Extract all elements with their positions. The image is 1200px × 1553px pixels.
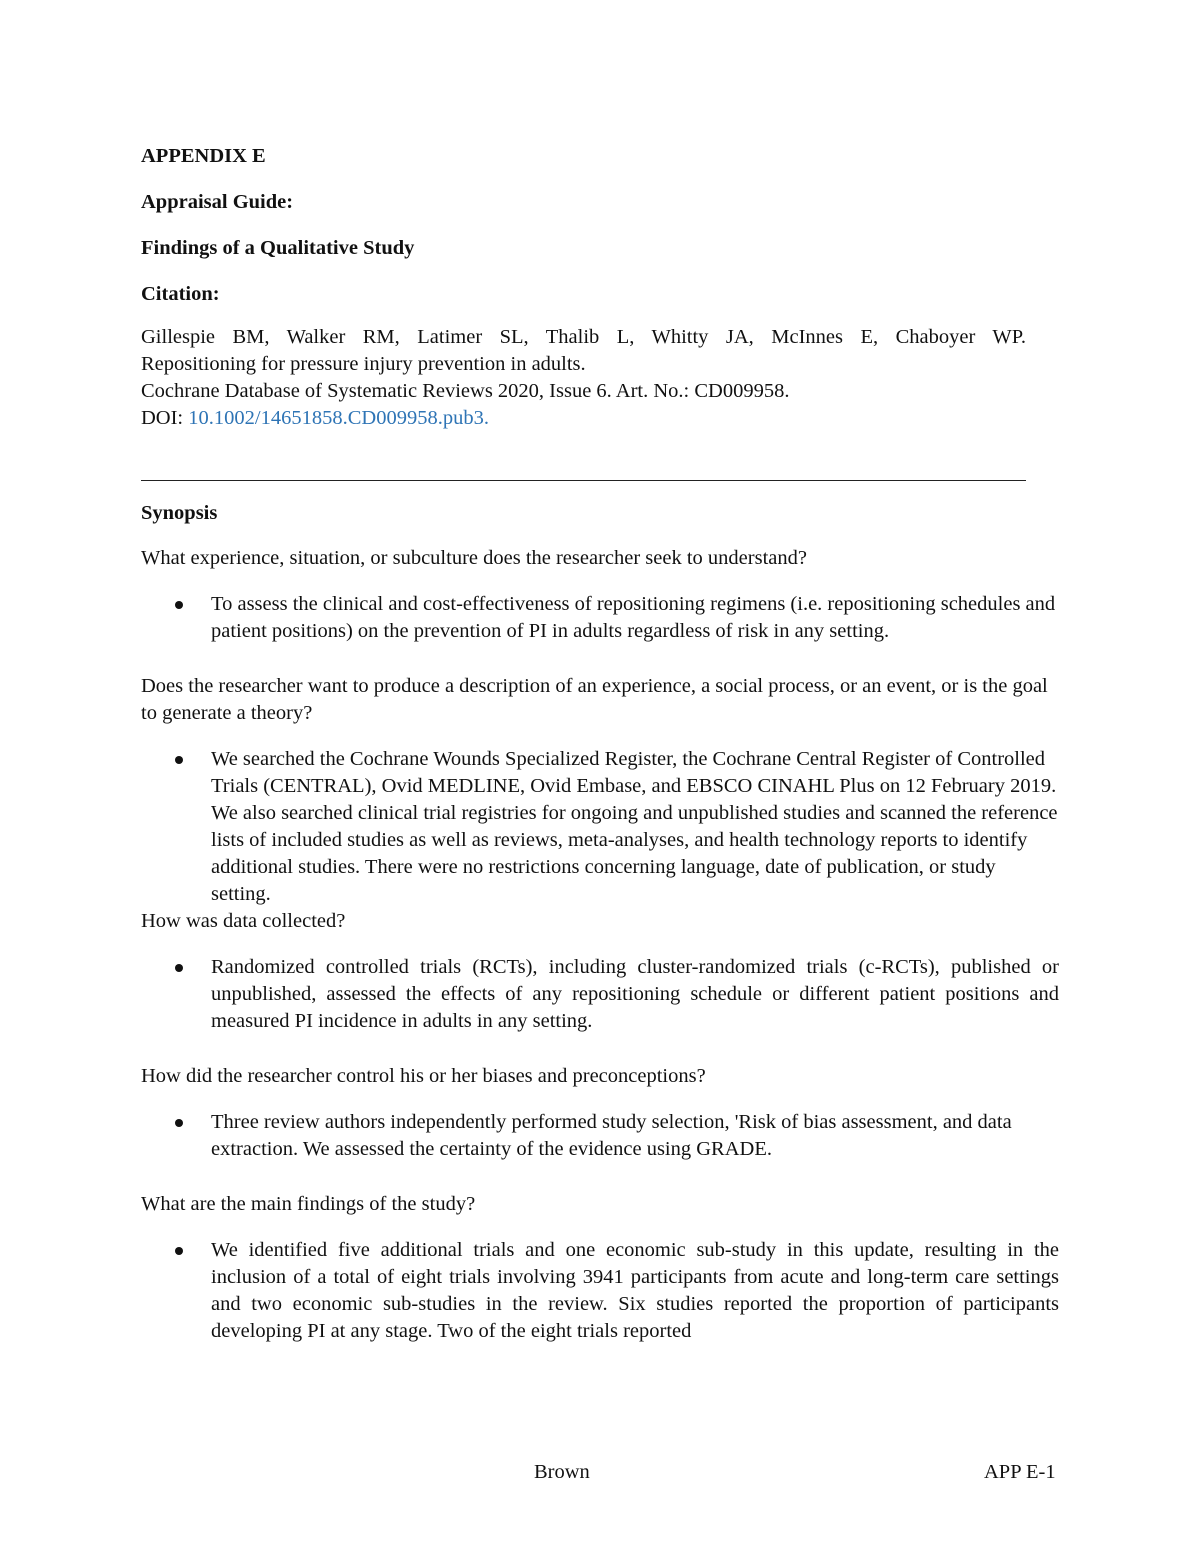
- footer-page-number: APP E-1: [984, 1461, 1056, 1483]
- question-2: Does the researcher want to produce a description of an experience, a social process, or an event, or is the goal to generate a theory?: [141, 675, 1048, 724]
- citation-label: Citation:: [141, 283, 220, 305]
- question-4: How did the researcher control his or her biases and preconceptions?: [141, 1065, 706, 1087]
- answer-list-1: [141, 591, 1059, 645]
- study-type-heading: Findings of a Qualitative Study: [141, 237, 415, 259]
- synopsis-section: [141, 497, 1059, 1345]
- appraisal-guide-heading: Appraisal Guide:: [141, 191, 294, 213]
- list-item: [141, 746, 1059, 908]
- answer-list-4: [141, 1109, 1059, 1163]
- question-1: What experience, situation, or subculture does the researcher seek to understand?: [141, 547, 807, 569]
- appendix-title: APPENDIX E: [141, 145, 266, 167]
- list-item: [141, 591, 1059, 645]
- answer-1: To assess the clinical and cost-effectiveness of repositioning regimens (i.e. repositioning schedules and patient positions) on the prevention of PI in adults regardless of risk in any setting.: [211, 593, 1056, 642]
- bullet-icon: [175, 1247, 183, 1255]
- bullet-icon: [175, 756, 183, 764]
- answer-2: We searched the Cochrane Wounds Specialized Register, the Cochrane Central Register of Controlled Trials (CENTRAL), Ovid MEDLINE, Ovid Embase, and EBSCO CINAHL Plus on 12 February 2019. We also searched clinical trial registries for ongoing and unpublished studies and scanned the reference lists of included studies as well as reviews, meta-analyses, and health technology reports to identify additional studies. There were no restrictions concerning language, date of publication, or study setting.: [211, 748, 1058, 905]
- question-5: What are the main findings of the study?: [141, 1193, 476, 1215]
- bullet-icon: [175, 1119, 183, 1127]
- question-3: How was data collected?: [141, 910, 346, 932]
- citation-authors: Gillespie BM, Walker RM, Latimer SL, Thalib L, Whitty JA, McInnes E, Chaboyer WP.: [141, 326, 1026, 348]
- bullet-icon: [175, 601, 183, 609]
- answer-4: Three review authors independently performed study selection, 'Risk of bias assessment, and data extraction. We assessed the certainty of the evidence using GRADE.: [211, 1111, 1012, 1160]
- list-item: [141, 1237, 1059, 1345]
- answer-list-2: [141, 746, 1059, 908]
- synopsis-heading: Synopsis: [141, 502, 218, 524]
- list-item: [141, 954, 1059, 1035]
- bullet-icon: [175, 964, 183, 972]
- list-item: [141, 1109, 1059, 1163]
- doi-label: DOI:: [141, 407, 184, 429]
- answer-list-5: [141, 1237, 1059, 1345]
- citation-source: Cochrane Database of Systematic Reviews 2020, Issue 6. Art. No.: CD009958.: [141, 380, 790, 402]
- section-divider: [141, 480, 1026, 481]
- answer-5: We identified five additional trials and one economic sub-study in this update, resulting in the inclusion of a total of eight trials involving 3941 participants from acute and long-term care settings and two economic sub-studies in the review. Six studies reported the proportion of participants developing PI at any stage. Two of the eight trials reported: [211, 1239, 1059, 1342]
- answer-list-3: [141, 954, 1059, 1035]
- answer-3: Randomized controlled trials (RCTs), including cluster-randomized trials (c-RCTs), published or unpublished, assessed the effects of any repositioning schedule or different patient positions and measured PI incidence in adults in any setting.: [211, 956, 1059, 1032]
- doi-link[interactable]: 10.1002/14651858.CD009958.pub3.: [188, 407, 489, 429]
- citation-block: [141, 324, 1059, 432]
- citation-title: Repositioning for pressure injury prevention in adults.: [141, 353, 586, 375]
- footer-author: Brown: [534, 1461, 590, 1483]
- citation-doi: [141, 405, 1059, 432]
- document-page: [141, 140, 1059, 1342]
